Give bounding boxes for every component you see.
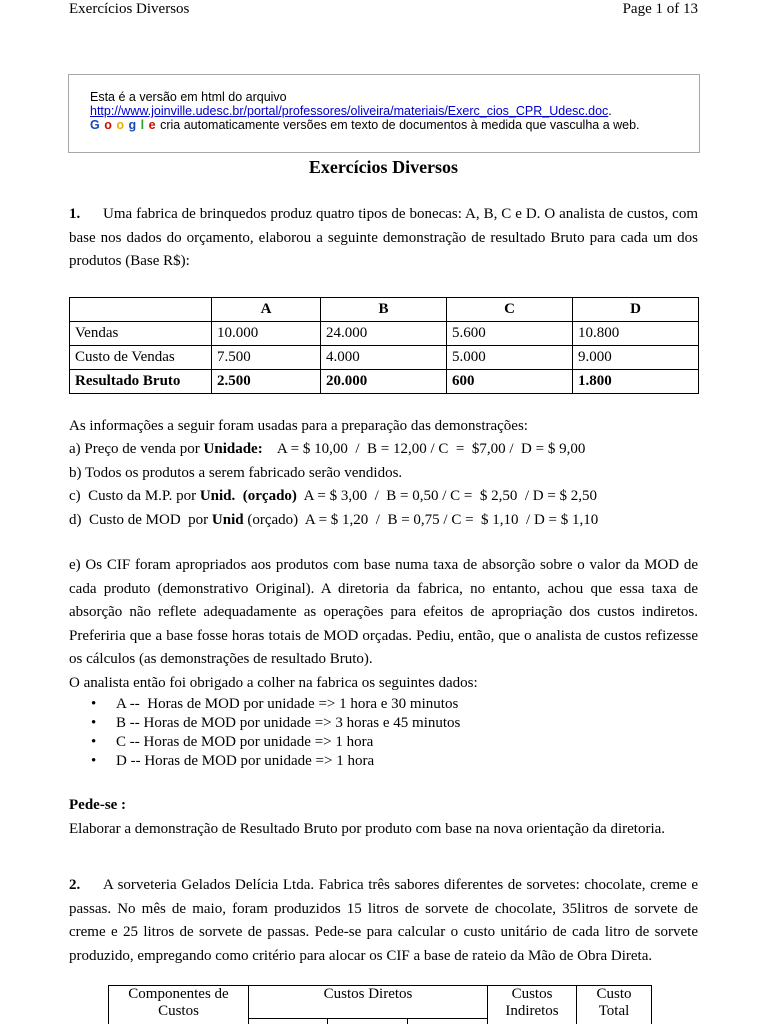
- header-title: Exercícios Diversos: [69, 1, 190, 17]
- table-cell: 600: [447, 370, 573, 394]
- header-line: Componentes de: [128, 986, 229, 1002]
- row-label: Custo de Vendas: [70, 346, 212, 370]
- row-label: Vendas: [70, 322, 212, 346]
- assumption-bold: Unid. (orçado): [199, 488, 297, 505]
- table-cell: 5.600: [447, 322, 573, 346]
- question-number: 2.: [69, 877, 81, 893]
- table-cell: 7.500: [212, 346, 321, 370]
- bullet-icon: •: [91, 715, 97, 731]
- table-header-cell: B: [321, 298, 447, 322]
- notice-google-line: [90, 118, 699, 132]
- table-cell: 1.800: [573, 370, 699, 394]
- table-cell: 24.000: [321, 322, 447, 346]
- list-item-text: A -- Horas de MOD por unidade => 1 hora e 30 minutos: [116, 696, 459, 712]
- task-block: [69, 794, 698, 841]
- question-number: 1.: [69, 206, 81, 222]
- table-header-cell: D: [573, 298, 699, 322]
- bullet-icon: •: [91, 696, 97, 712]
- table-cell: 10.800: [573, 322, 699, 346]
- notice-intro: Esta é a versão em html do arquivo: [90, 90, 287, 104]
- header-line: Custos: [511, 986, 553, 1002]
- table-cell: 4.000: [321, 346, 447, 370]
- table-row: [70, 322, 699, 346]
- header-line: Custos: [158, 1002, 199, 1019]
- task-text: Elaborar a demonstração de Resultado Bruto por produto com base na nova orientação da diretoria.: [69, 820, 666, 837]
- table-header-cell: [70, 298, 212, 322]
- list-item: [69, 695, 698, 714]
- header-cost-components: [109, 986, 249, 1024]
- mod-hours-list: [69, 695, 698, 771]
- assumptions-list: [69, 415, 698, 532]
- table-row: [70, 346, 699, 370]
- list-item-text: C -- Horas de MOD por unidade => 1 hora: [116, 734, 374, 750]
- assumption-text: A = $ 10,00 / B = 12,00 / C = $7,00 / D = $ 9,00: [262, 441, 586, 458]
- table-cell: 10.000: [212, 322, 321, 346]
- page-header: [69, 0, 698, 18]
- assumption-a: [69, 438, 698, 461]
- assumption-text: (orçado) A = $ 1,20 / B = 0,75 / C = $ 1,10 / D = $ 1,10: [243, 511, 599, 528]
- link-period: .: [608, 104, 612, 118]
- html-version-notice: [68, 74, 700, 153]
- header-line: Indiretos: [505, 1002, 559, 1019]
- gross-result-table: [69, 297, 699, 394]
- table-header-cell: C: [447, 298, 573, 322]
- cost-table-wrapper: [108, 985, 653, 1024]
- page-number: Page 1 of 13: [622, 1, 698, 17]
- list-item-text: D -- Horas de MOD por unidade => 1 hora: [116, 753, 375, 769]
- question-body: Uma fabrica de brinquedos produz quatro tipos de bonecas: A, B, C e D. O analista de custos, com base nos dados do orçamento, elaborou a seguinte demonstração de resultado Bruto para cada um dos produtos (Base R$):: [69, 206, 698, 269]
- assumptions-intro: As informações a seguir foram usadas para a preparação das demonstrações:: [69, 418, 528, 434]
- data-collection-intro: O analista então foi obrigado a colher na fabrica os seguintes dados:: [69, 674, 478, 691]
- question-2-text: [69, 874, 698, 968]
- assumption-text: d) Custo de MOD por: [69, 511, 212, 528]
- subheader-cell: [249, 1019, 328, 1024]
- assumption-bold: Unidade:: [203, 441, 263, 458]
- assumption-b: b) Todos os produtos a serem fabricado serão vendidos.: [69, 464, 403, 481]
- assumption-e: e) Os CIF foram apropriados aos produtos com base numa taxa de absorção sobre o valor da MOD de cada produto (demonstrativo Original). A diretoria da fabrica, no entanto, achou que essa taxa de absorção não reflete adequadamente as operações para efeitos de apropriação dos custos indiretos. Preferiria que a base fosse horas totais de MOD orçadas. Pediu, então, que o analista de custos refizesse os cálculos (as demonstrações de resultado Bruto).: [69, 557, 698, 668]
- table-cell: 2.500: [212, 370, 321, 394]
- table-cell: 9.000: [573, 346, 699, 370]
- list-item-text: B -- Horas de MOD por unidade => 3 horas e 45 minutos: [116, 715, 461, 731]
- cost-components-table: [108, 985, 652, 1024]
- header-total-cost: [577, 986, 652, 1024]
- task-label: Pede-se :: [69, 797, 127, 813]
- bullet-icon: •: [91, 734, 97, 750]
- table-row-total: [70, 370, 699, 394]
- assumption-text: A = $ 3,00 / B = 0,50 / C = $ 2,50 / D = $ 2,50: [296, 488, 598, 505]
- subheader-cell: [328, 1019, 408, 1024]
- google-letter: g: [128, 118, 137, 132]
- assumption-text: c) Custo da M.P. por: [69, 488, 200, 505]
- header-line: Custo: [596, 986, 632, 1002]
- google-letter: e: [148, 118, 156, 132]
- assumption-c: [69, 485, 698, 508]
- document-title: Exercícios Diversos: [308, 157, 459, 177]
- header-line: Total: [598, 1002, 630, 1019]
- google-letter: G: [90, 118, 100, 132]
- table-header-cell: A: [212, 298, 321, 322]
- assumption-d: [69, 509, 698, 532]
- notice-tail: cria automaticamente versões em texto de documentos à medida que vasculha a web.: [160, 118, 640, 132]
- question-body: A sorveteria Gelados Delícia Ltda. Fabrica três sabores diferentes de sorvetes: chocolate, creme e passas. No mês de maio, foram produzidos 15 litros de sorvete de chocolate, 35litros de sorvete de creme e 25 litros de sorvete de passas. Pede-se para calcular o custo unitário de cada litro de sorvete produzido, empregando como critério para alocar os CIF a base de rateio da Mão de Obra Direta.: [69, 877, 698, 964]
- assumption-text: a) Preço de venda por: [69, 441, 204, 458]
- table-cell: 20.000: [321, 370, 447, 394]
- source-document-link[interactable]: http://www.joinville.udesc.br/portal/professores/oliveira/materiais/Exerc_cios_CPR_Udesc.doc: [90, 104, 609, 118]
- header-indirect-costs: [488, 986, 577, 1024]
- list-item: [69, 714, 698, 733]
- question-1-text: [69, 203, 698, 274]
- table-header-row: [109, 986, 652, 1019]
- notice-link-line: [90, 104, 699, 118]
- bullet-icon: •: [91, 753, 97, 769]
- list-item: [69, 752, 698, 771]
- table-cell: 5.000: [447, 346, 573, 370]
- assumption-bold: Unid: [211, 511, 244, 528]
- header-direct-costs: Custos Diretos: [249, 986, 488, 1019]
- google-letter: l: [140, 118, 145, 132]
- subheader-cell: [408, 1019, 488, 1024]
- row-label: Resultado Bruto: [70, 370, 212, 394]
- assumption-e-block: [69, 554, 698, 696]
- list-item: [69, 733, 698, 752]
- google-letter: o: [104, 118, 112, 132]
- google-letter: o: [116, 118, 125, 132]
- table-header-row: [70, 298, 699, 322]
